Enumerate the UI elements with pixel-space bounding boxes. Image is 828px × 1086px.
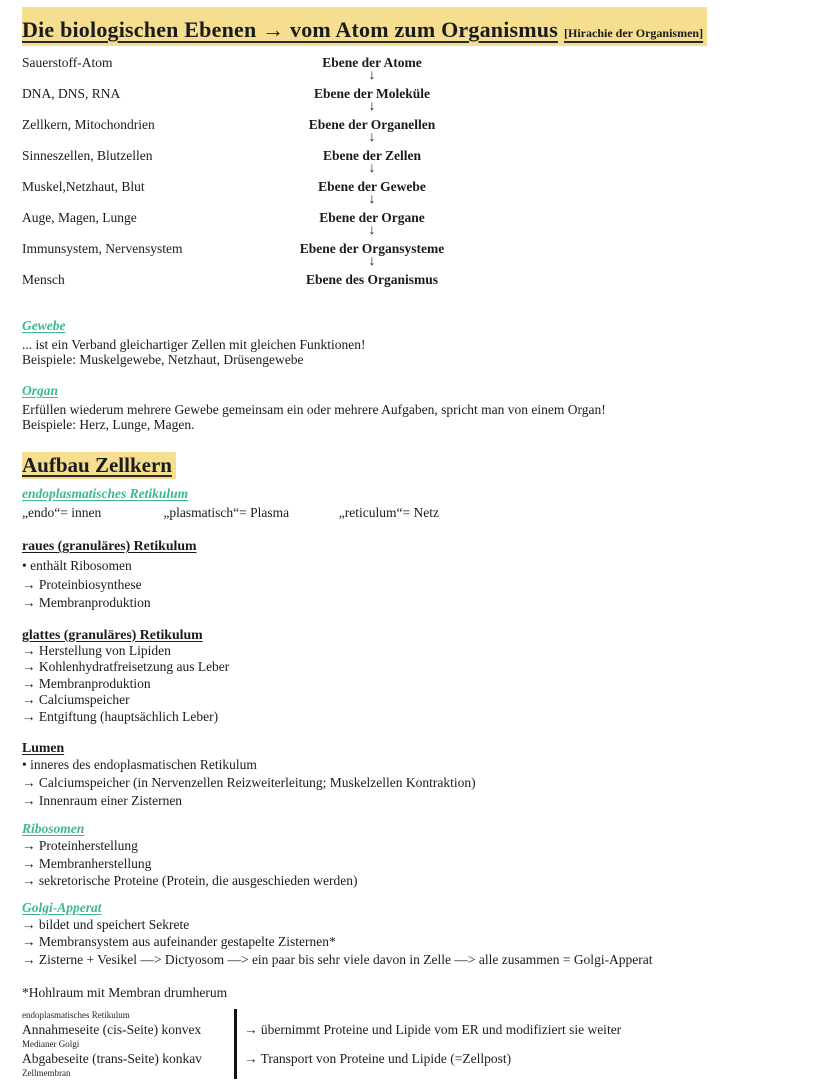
page-title [22, 8, 814, 45]
section-title-aufbau-zellkern [22, 452, 814, 479]
raues-line: → Proteinbiosynthese [22, 576, 142, 592]
hierarchy-level-label: Ebene der Atome [322, 55, 422, 70]
hierarchy-level [282, 116, 462, 145]
golgi-heading: Golgi-Apperat [22, 899, 102, 915]
hierarchy-level [282, 85, 462, 114]
golgi-footnote: *Hohlraum mit Membran drumherum [22, 985, 228, 1000]
raues-heading: raues (granuläres) Retikulum [22, 538, 197, 553]
title-text: Die biologischen Ebenen → vom Atom zum Organismus [22, 17, 558, 42]
section-golgi-apperat [22, 900, 814, 969]
hierarchy-example: Zellkern, Mitochondrien [22, 117, 155, 132]
organ-heading: Organ [22, 383, 59, 398]
hierarchy-row [22, 240, 814, 271]
hierarchy-level-label: Ebene der Organellen [308, 117, 436, 132]
hierarchy-example: Muskel,Netzhaut, Blut [22, 179, 145, 194]
ribosomen-line: → Membranherstellung [22, 855, 152, 871]
gewebe-heading: Gewebe [22, 318, 66, 333]
lumen-line: → Innenraum einer Zisternen [22, 793, 183, 808]
hierarchy-row [22, 85, 814, 116]
golgi-line: → Zisterne + Vesikel —> Dictyosom —> ein paar bis sehr viele davon in Zelle —> alle zusammen = Golgi-Apperat [22, 951, 653, 967]
hierarchy-level-label: Ebene der Organe [319, 210, 425, 225]
raues-line: • enthält Ribosomen [22, 558, 132, 573]
glattes-line: → Entgiftung (hauptsächlich Leber) [22, 708, 219, 724]
hierarchy-level [282, 209, 462, 238]
down-arrow-icon: ↓ [368, 223, 376, 238]
er-definition: „plasmatisch“= Plasma [163, 505, 290, 520]
hierarchy-example: Sinneszellen, Blutzellen [22, 148, 153, 163]
golgi-line: → Membransystem aus aufeinander gestapelte Zisternen* [22, 934, 336, 949]
glattes-line: → Membranproduktion [22, 675, 151, 691]
ribosomen-line: → sekretorische Proteine (Protein, die ausgeschieden werden) [22, 873, 358, 888]
hierarchy-example: Sauerstoff-Atom [22, 55, 113, 70]
hierarchy-row [22, 54, 814, 85]
organ-line: Beispiele: Herz, Lunge, Magen. [22, 417, 195, 432]
glattes-line: → Calciumspeicher [22, 692, 130, 707]
section-endoplasmatisches-retikulum [22, 486, 814, 521]
section-raues-retikulum [22, 538, 814, 613]
hierarchy-example: DNA, DNS, RNA [22, 86, 121, 101]
golgi-io-right-line: → übernimmt Proteine und Lipide vom ER und modifiziert sie weiter [244, 1022, 622, 1037]
golgi-io-table [22, 1009, 814, 1079]
golgi-io-left-label: Abgabeseite (trans-Seite) konkav [22, 1051, 202, 1066]
section-ribosomen [22, 821, 814, 890]
gewebe-line: Beispiele: Muskelgewebe, Netzhaut, Drüsengewebe [22, 352, 304, 367]
hierarchy-level-label: Ebene der Organsysteme [299, 241, 445, 256]
hierarchy-level-label: Ebene des Organismus [305, 272, 439, 287]
hierarchy-level-label: Ebene der Gewebe [318, 179, 426, 194]
down-arrow-icon: ↓ [368, 68, 376, 83]
ribosomen-heading: Ribosomen [22, 821, 85, 836]
hierarchy-row [22, 209, 814, 240]
section-gewebe [22, 318, 814, 367]
section-organ [22, 383, 814, 432]
gewebe-line: ... ist ein Verband gleichartiger Zellen mit gleichen Funktionen! [22, 337, 366, 352]
down-arrow-icon: ↓ [368, 161, 376, 176]
er-definitions [22, 504, 814, 521]
glattes-heading: glattes (granuläres) Retikulum [22, 626, 203, 642]
lumen-line: • inneres des endoplasmatischen Retikulum [22, 757, 257, 772]
down-arrow-icon: ↓ [368, 130, 376, 145]
hierarchy-level-label: Ebene der Zellen [322, 148, 421, 163]
raues-line: → Membranproduktion [22, 595, 151, 610]
aufbau-highlight [22, 452, 176, 479]
hierarchy-example: Auge, Magen, Lunge [22, 210, 137, 225]
golgi-io-right-column [237, 1009, 621, 1079]
er-definition: „reticulum“= Netz [338, 505, 439, 520]
hierarchy-row [22, 147, 814, 178]
er-definition: „endo“= innen [22, 505, 102, 520]
ribosomen-line: → Proteinherstellung [22, 838, 138, 853]
section-glattes-retikulum [22, 627, 814, 726]
golgi-io-left-column [22, 1009, 234, 1079]
hierarchy-row [22, 271, 814, 302]
title-suffix: [Hirachie der Organismen] [564, 26, 704, 40]
golgi-line: → bildet und speichert Sekrete [22, 916, 190, 932]
glattes-line: → Herstellung von Lipiden [22, 642, 171, 658]
hierarchy-level [282, 54, 462, 83]
hierarchy-level [282, 240, 462, 269]
hierarchy-table [22, 54, 814, 302]
lumen-heading: Lumen [22, 740, 65, 755]
golgi-io-right-line: → Transport von Proteine und Lipide (=Zellpost) [244, 1051, 512, 1066]
hierarchy-row [22, 178, 814, 209]
hierarchy-example: Mensch [22, 272, 65, 287]
hierarchy-level [282, 271, 462, 288]
section-lumen [22, 740, 814, 810]
down-arrow-icon: ↓ [368, 99, 376, 114]
golgi-io-left-label: endoplasmatisches Retikulum [22, 1010, 130, 1020]
down-arrow-icon: ↓ [368, 192, 376, 207]
lumen-line: → Calciumspeicher (in Nervenzellen Reizweiterleitung; Muskelzellen Kontraktion) [22, 775, 476, 790]
down-arrow-icon: ↓ [368, 254, 376, 269]
golgi-io-left-label: Zellmembran [22, 1068, 71, 1078]
golgi-io-left-label: Medianer Golgi [22, 1039, 80, 1049]
golgi-io-left-label: Annahmeseite (cis-Seite) konvex [22, 1022, 202, 1037]
hierarchy-level [282, 147, 462, 176]
organ-line: Erfüllen wiederum mehrere Gewebe gemeinsam ein oder mehrere Aufgaben, spricht man von einem Organ! [22, 402, 606, 417]
er-heading: endoplasmatisches Retikulum [22, 486, 189, 501]
aufbau-heading-text: Aufbau Zellkern [22, 453, 172, 477]
hierarchy-level-label: Ebene der Moleküle [314, 86, 430, 101]
title-highlight [22, 7, 707, 46]
glattes-line: → Kohlenhydratfreisetzung aus Leber [22, 659, 230, 674]
hierarchy-row [22, 116, 814, 147]
hierarchy-example: Immunsystem, Nervensystem [22, 241, 183, 256]
hierarchy-level [282, 178, 462, 207]
